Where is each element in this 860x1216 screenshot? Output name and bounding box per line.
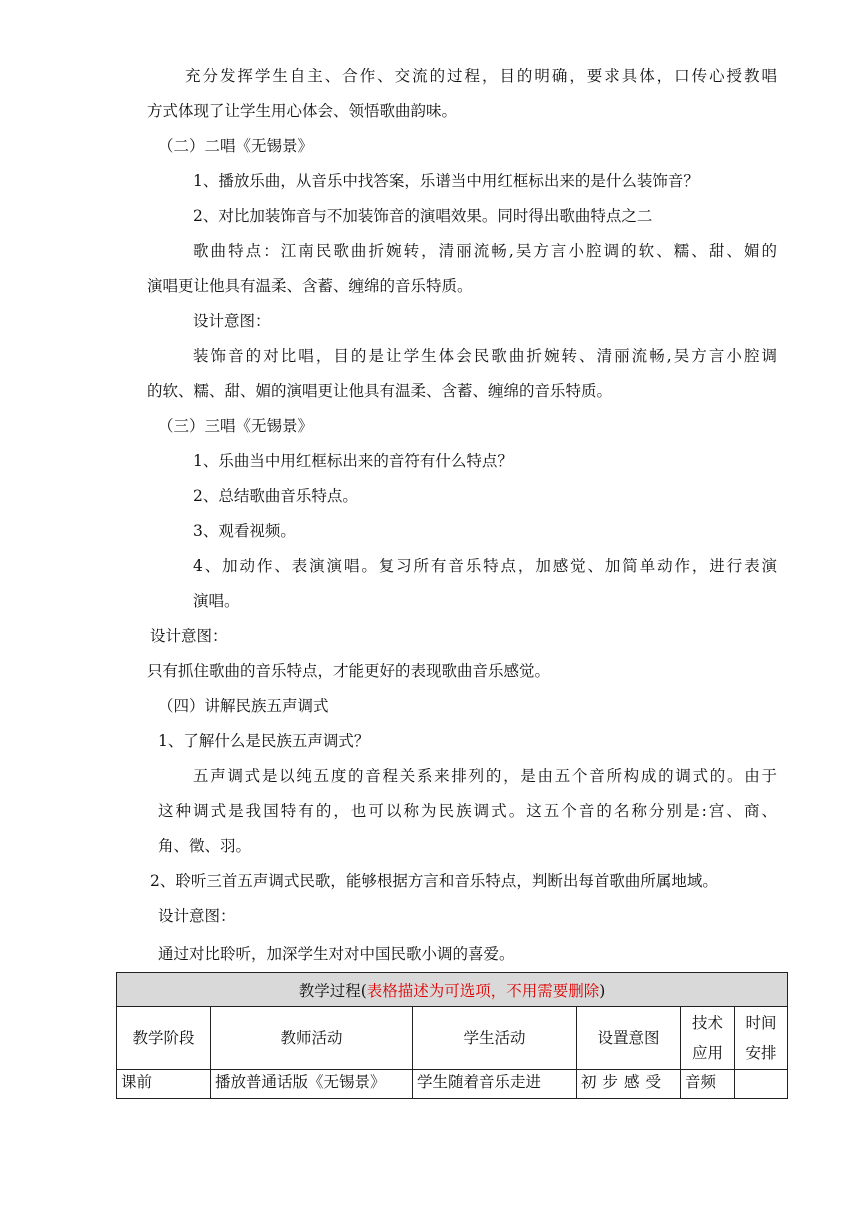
header-time-line2: 安排 xyxy=(745,1044,777,1062)
paragraph-line: 这种调式是我国特有的，也可以称为民族调式。这五个音的名称分别是:宫、商、 xyxy=(158,802,777,820)
list-item: 2、对比加装饰音与不加装饰音的演唱效果。同时得出歌曲特点之二 xyxy=(193,207,653,225)
table-row xyxy=(117,1070,788,1099)
list-item: 1、了解什么是民族五声调式？ xyxy=(158,732,370,750)
paragraph-line: 方式体现了让学生用心体会、领悟歌曲韵味。 xyxy=(147,102,458,120)
paragraph-line: 充分发挥学生自主、合作、交流的过程，目的明确，要求具体，口传心授教唱 xyxy=(185,67,777,85)
list-item: 1、乐曲当中用红框标出来的音符有什么特点？ xyxy=(193,452,513,470)
cell-tech: 音频 xyxy=(681,1070,735,1099)
table-title xyxy=(117,973,788,1007)
table-header-row xyxy=(117,1007,788,1070)
header-time xyxy=(735,1007,788,1070)
list-item: 4、加动作、表演演唱。复习所有音乐特点，加感觉、加简单动作，进行表演 xyxy=(193,557,777,575)
paragraph-line: 演唱更让他具有温柔、含蓄、缠绵的音乐特质。 xyxy=(147,277,473,295)
paragraph-line: 五声调式是以纯五度的音程关系来排列的，是由五个音所构成的调式的。由于 xyxy=(193,767,777,785)
list-item: 2、聆听三首五声调式民歌，能够根据方言和音乐特点，判断出每首歌曲所属地域。 xyxy=(150,872,718,890)
paragraph-line: 只有抓住歌曲的音乐特点，才能更好的表现歌曲音乐感觉。 xyxy=(147,662,551,680)
header-intent: 设置意图 xyxy=(577,1007,681,1070)
header-tech xyxy=(681,1007,735,1070)
header-tech-line1: 技术 xyxy=(691,1014,723,1032)
paragraph-line: 的软、糯、甜、媚的演唱更让他具有温柔、含蓄、缠绵的音乐特质。 xyxy=(147,382,613,400)
design-intent-label: 设计意图： xyxy=(193,312,271,330)
header-teacher: 教师活动 xyxy=(211,1007,413,1070)
design-intent-label: 设计意图： xyxy=(150,627,228,645)
list-item: 2、总结歌曲音乐特点。 xyxy=(193,487,358,505)
paragraph-line: 演唱。 xyxy=(193,592,240,610)
table-title-note: 表格描述为可选项，不用需要删除 xyxy=(366,981,600,1000)
table-title-text: 教学过程( xyxy=(298,981,367,1000)
header-student: 学生活动 xyxy=(413,1007,577,1070)
list-item: 1、播放乐曲，从音乐中找答案，乐谱当中用红框标出来的是什么装饰音？ xyxy=(193,172,699,190)
cell-teacher: 播放普通话版《无锡景》 xyxy=(211,1070,413,1099)
paragraph-line: 角、徵、羽。 xyxy=(158,837,252,855)
list-item: 3、观看视频。 xyxy=(193,522,296,540)
section-heading: （四）讲解民族五声调式 xyxy=(158,697,329,715)
section-heading: （三）三唱《无锡景》 xyxy=(158,417,314,435)
paragraph-line: 歌曲特点：江南民歌曲折婉转，清丽流畅,吴方言小腔调的软、糯、甜、媚的 xyxy=(193,242,777,260)
paragraph-line: 装饰音的对比唱，目的是让学生体会民歌曲折婉转、清丽流畅,吴方言小腔调 xyxy=(193,347,777,365)
teaching-process-table xyxy=(116,972,788,1099)
table-title-end: ) xyxy=(599,981,606,1000)
header-stage: 教学阶段 xyxy=(117,1007,211,1070)
cell-stage: 课前 xyxy=(117,1070,211,1099)
header-time-line1: 时间 xyxy=(745,1014,777,1032)
header-tech-line2: 应用 xyxy=(691,1044,723,1062)
cell-student: 学生随着音乐走进 xyxy=(413,1070,577,1099)
paragraph-line: 通过对比聆听，加深学生对对中国民歌小调的喜爱。 xyxy=(158,945,515,963)
cell-time xyxy=(735,1070,788,1099)
design-intent-label: 设计意图： xyxy=(158,907,236,925)
section-heading: （二）二唱《无锡景》 xyxy=(158,137,314,155)
cell-intent: 初步感受 xyxy=(577,1070,681,1099)
table-title-row xyxy=(117,973,788,1007)
